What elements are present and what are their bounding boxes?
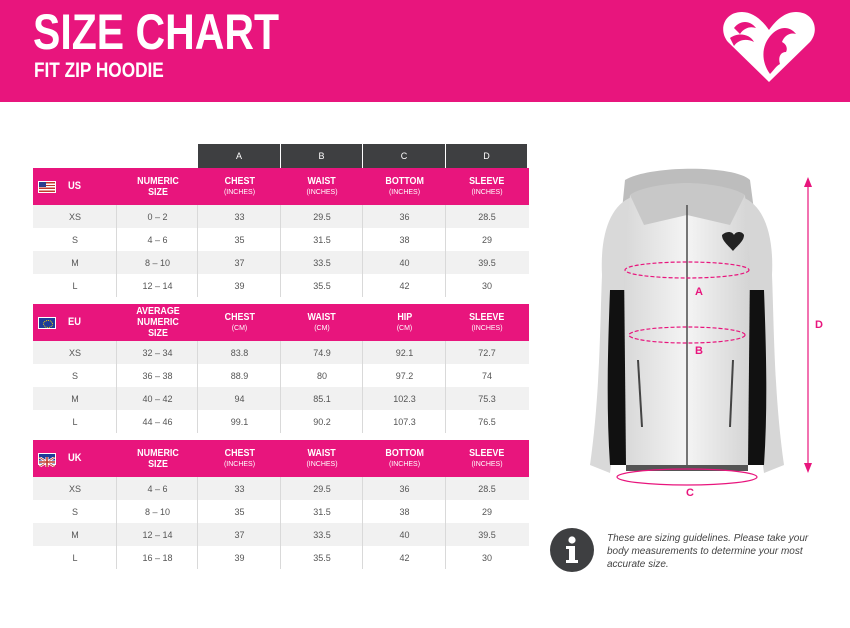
uk-flag-icon <box>38 453 56 465</box>
sizing-note: These are sizing guidelines. Please take your body measurements to determine your most accurate size. <box>607 533 809 570</box>
section-header-eu <box>33 304 529 341</box>
column-divider <box>197 341 198 433</box>
table-cell: 16 – 18 <box>142 552 173 563</box>
table-cell: 39 <box>234 552 245 563</box>
measure-name: BOTTOM <box>385 175 424 187</box>
table-cell: 85.1 <box>313 393 331 404</box>
column-divider <box>116 205 117 297</box>
measure-header-hip <box>363 304 446 341</box>
measure-header-bottom <box>363 440 446 477</box>
table-cell: 29.5 <box>313 211 331 222</box>
table-cell: 40 <box>399 257 410 268</box>
table-cell: 12 – 14 <box>142 529 173 540</box>
column-divider <box>116 341 117 433</box>
measure-name: WAIST <box>307 175 337 187</box>
info-icon <box>550 528 594 572</box>
table-cell: M <box>71 529 79 540</box>
table-cell: 29 <box>481 506 492 517</box>
table-cell: 8 – 10 <box>144 506 171 517</box>
table-cell: 36 <box>399 211 410 222</box>
measure-letter-c: C <box>363 144 445 168</box>
table-cell: 33.5 <box>313 529 331 540</box>
measure-name: HIP <box>397 311 412 323</box>
table-cell: 39 <box>234 280 245 291</box>
table-cell: S <box>71 506 78 517</box>
table-cell: 42 <box>399 552 410 563</box>
size-column-label: AVERAGE NUMERIC SIZE <box>135 305 180 339</box>
label-a: A <box>695 286 703 298</box>
table-cell: 8 – 10 <box>144 257 171 268</box>
table-cell: 4 – 6 <box>147 483 168 494</box>
measure-header-bottom <box>363 168 446 205</box>
measure-header-chest <box>198 304 281 341</box>
region-label: US <box>68 180 81 192</box>
table-cell: 29 <box>481 234 492 245</box>
table-cell: 75.3 <box>478 393 496 404</box>
table-cell: 31.5 <box>313 234 331 245</box>
region-label: EU <box>68 316 81 328</box>
size-column-header <box>117 304 198 341</box>
table-cell: 28.5 <box>478 483 496 494</box>
measure-unit: (INCHES) <box>471 189 503 196</box>
label-c: C <box>686 487 694 499</box>
region-label: UK <box>68 452 82 464</box>
measure-name: CHEST <box>224 175 255 187</box>
measure-unit: (CM) <box>314 325 330 332</box>
table-row <box>33 341 529 364</box>
table-cell: 31.5 <box>313 506 331 517</box>
measure-letter-d: D <box>446 144 527 168</box>
measure-name: SLEEVE <box>469 447 505 459</box>
measure-header-waist <box>281 304 363 341</box>
table-cell: 38 <box>399 234 410 245</box>
table-cell: XS <box>68 483 81 494</box>
table-cell: 32 – 34 <box>142 347 173 358</box>
table-cell: 39.5 <box>478 529 496 540</box>
measure-unit: (INCHES) <box>223 189 256 196</box>
table-cell: S <box>71 370 78 381</box>
label-b: B <box>695 345 703 357</box>
table-cell: 74.9 <box>313 347 331 358</box>
measure-name: SLEEVE <box>469 311 505 323</box>
table-row <box>33 410 529 433</box>
measure-header-sleeve <box>446 304 528 341</box>
measure-unit: (INCHES) <box>471 325 503 332</box>
eu-flag-icon <box>38 317 56 329</box>
measure-name: WAIST <box>307 447 337 459</box>
table-row <box>33 387 529 410</box>
measure-header-waist <box>281 440 363 477</box>
us-flag-icon <box>38 181 56 193</box>
table-cell: 30 <box>481 552 492 563</box>
table-row <box>33 500 529 523</box>
table-cell: 35 <box>234 234 245 245</box>
column-divider <box>197 477 198 569</box>
size-column-header <box>117 440 198 477</box>
table-cell: L <box>72 280 78 291</box>
table-cell: 33 <box>234 483 245 494</box>
measure-unit: (INCHES) <box>388 189 421 196</box>
table-cell: 4 – 6 <box>147 234 168 245</box>
table-row <box>33 205 529 228</box>
table-row <box>33 523 529 546</box>
table-row <box>33 251 529 274</box>
measure-name: WAIST <box>307 311 337 323</box>
brand-logo-icon <box>720 8 818 84</box>
table-cell: 29.5 <box>313 483 331 494</box>
table-cell: 74 <box>481 370 492 381</box>
column-divider <box>280 205 281 297</box>
table-cell: 28.5 <box>478 211 496 222</box>
measure-header-chest <box>198 440 281 477</box>
measure-unit: (CM) <box>231 325 248 332</box>
table-cell: 38 <box>399 506 410 517</box>
column-divider <box>362 205 363 297</box>
table-cell: 97.2 <box>395 370 414 381</box>
table-cell: 92.1 <box>395 347 414 358</box>
size-column-label: NUMERIC SIZE <box>136 446 179 470</box>
measure-name: CHEST <box>224 311 255 323</box>
column-divider <box>280 477 281 569</box>
table-cell: 0 – 2 <box>147 211 168 222</box>
table-cell: 72.7 <box>478 347 496 358</box>
table-row <box>33 228 529 251</box>
column-divider <box>362 341 363 433</box>
table-cell: 88.9 <box>230 370 249 381</box>
table-cell: 37 <box>234 529 245 540</box>
table-cell: L <box>72 416 78 427</box>
column-divider <box>445 477 446 569</box>
column-divider <box>445 341 446 433</box>
table-cell: 37 <box>234 257 245 268</box>
measure-header-waist <box>281 168 363 205</box>
table-cell: 90.2 <box>313 416 331 427</box>
size-column-label: NUMERIC SIZE <box>136 174 179 198</box>
table-cell: 35.5 <box>313 280 331 291</box>
table-row <box>33 477 529 500</box>
column-divider <box>280 341 281 433</box>
table-cell: 107.3 <box>393 416 416 427</box>
table-cell: 30 <box>481 280 492 291</box>
table-row <box>33 274 529 297</box>
table-cell: 102.3 <box>393 393 416 404</box>
measure-header-sleeve <box>446 168 528 205</box>
table-cell: XS <box>68 211 81 222</box>
column-divider <box>445 205 446 297</box>
measure-name: CHEST <box>224 447 255 459</box>
section-header-uk <box>33 440 529 477</box>
table-cell: XS <box>68 347 81 358</box>
measure-unit: (INCHES) <box>306 189 338 196</box>
table-cell: 76.5 <box>478 416 496 427</box>
measure-header-chest <box>198 168 281 205</box>
page-title: SIZE CHART <box>33 4 279 60</box>
hoodie-illustration-icon <box>570 165 835 505</box>
table-row <box>33 546 529 569</box>
header-banner <box>0 0 850 102</box>
table-cell: 33 <box>234 211 245 222</box>
table-cell: 35 <box>234 506 245 517</box>
table-cell: 40 – 42 <box>142 393 173 404</box>
table-cell: 33.5 <box>313 257 331 268</box>
table-cell: 12 – 14 <box>142 280 173 291</box>
measure-unit: (INCHES) <box>388 461 421 468</box>
measure-header-sleeve <box>446 440 528 477</box>
hoodie-diagram <box>570 165 835 505</box>
table-cell: S <box>71 234 78 245</box>
section-header-us <box>33 168 529 205</box>
table-cell: 99.1 <box>230 416 249 427</box>
table-cell: 35.5 <box>313 552 331 563</box>
size-column-header <box>117 168 198 205</box>
measure-name: SLEEVE <box>469 175 505 187</box>
table-row <box>33 364 529 387</box>
measure-letter-b: B <box>281 144 362 168</box>
table-cell: 36 <box>399 483 410 494</box>
measure-unit: (CM) <box>396 325 413 332</box>
table-cell: 44 – 46 <box>142 416 173 427</box>
table-cell: 80 <box>316 370 327 381</box>
column-divider <box>362 477 363 569</box>
table-cell: 40 <box>399 529 410 540</box>
table-cell: M <box>71 393 79 404</box>
measure-unit: (INCHES) <box>471 461 503 468</box>
label-d: D <box>815 319 823 331</box>
table-cell: 36 – 38 <box>142 370 173 381</box>
page-subtitle: FIT ZIP HOODIE <box>34 59 164 82</box>
column-divider <box>197 205 198 297</box>
table-cell: 42 <box>399 280 410 291</box>
table-cell: L <box>72 552 78 563</box>
measure-name: BOTTOM <box>385 447 424 459</box>
measure-unit: (INCHES) <box>223 461 256 468</box>
measure-unit: (INCHES) <box>306 461 338 468</box>
table-cell: 39.5 <box>478 257 496 268</box>
table-cell: M <box>71 257 79 268</box>
measure-letter-a: A <box>198 144 280 168</box>
table-cell: 83.8 <box>230 347 249 358</box>
table-cell: 94 <box>234 393 245 404</box>
column-divider <box>116 477 117 569</box>
